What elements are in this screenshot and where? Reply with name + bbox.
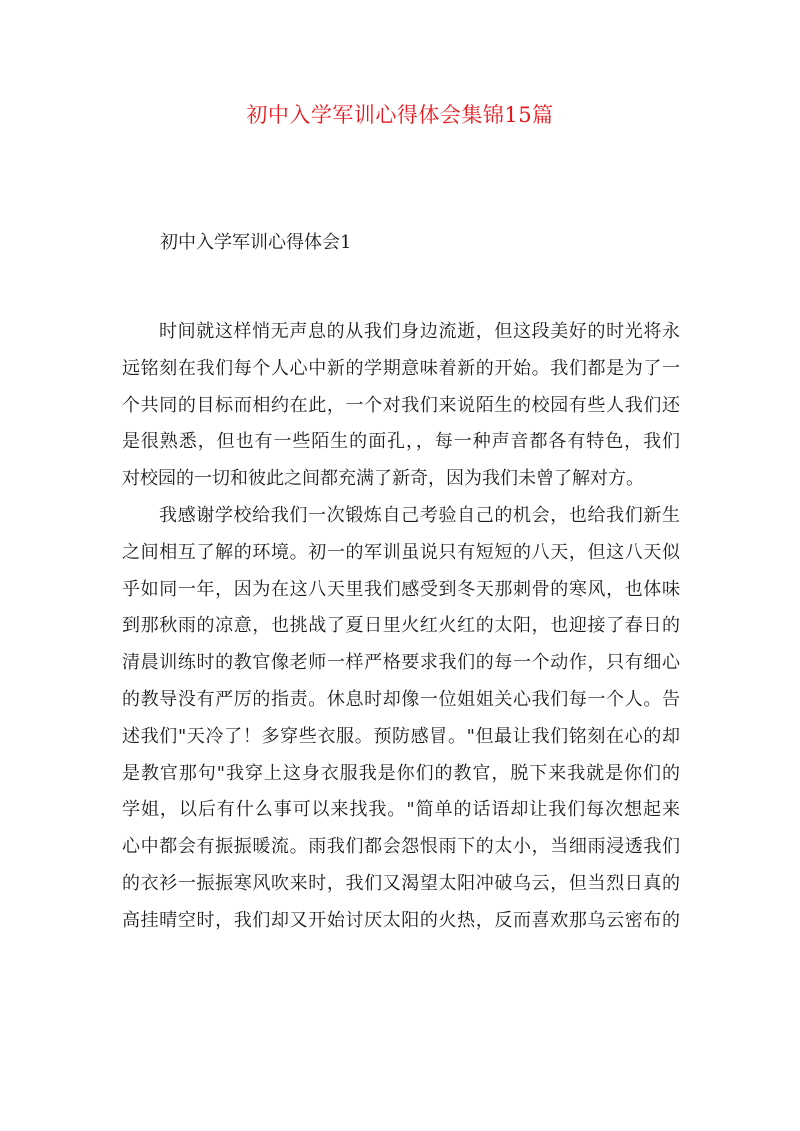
paragraph-2 [122,498,680,940]
text-line: 清晨训练时的教官像老师一样严格要求我们的每一个动作，只有细心 [122,652,680,674]
section-heading: 初中入学军训心得体会1 [160,232,352,253]
text-line: 乎如同一年，因为在这八天里我们感受到冬天那刺骨的寒风，也体味 [122,578,680,600]
text-line: 个共同的目标而相约在此，一个对我们来说陌生的校园有些人我们还 [122,394,680,416]
text-line: 的衣衫一振振寒风吹来时，我们又渴望太阳冲破乌云，但当烈日真的 [122,872,680,894]
document-body [122,314,680,940]
text-line: 述我们"天冷了！多穿些衣服。预防感冒。"但最让我们铭刻在心的却 [122,725,680,747]
text-line: 之间相互了解的环境。初一的军训虽说只有短短的八天，但这八天似 [122,541,680,563]
text-line: 的教导没有严厉的指责。休息时却像一位姐姐关心我们每一个人。告 [122,688,680,710]
text-line: 到那秋雨的凉意，也挑战了夏日里火红火红的太阳，也迎接了春日的 [122,615,680,637]
text-line: 我感谢学校给我们一次锻炼自己考验自己的机会，也给我们新生 [159,504,680,526]
text-line: 是教官那句"我穿上这身衣服我是你们的教官，脱下来我就是你们的 [122,762,680,784]
document-title: 初中入学军训心得体会集锦15篇 [246,103,554,127]
paragraph-1 [122,314,680,498]
text-line: 时间就这样悄无声息的从我们身边流逝，但这段美好的时光将永 [159,321,680,342]
text-line: 远铭刻在我们每个人心中新的学期意味着新的开始。我们都是为了一 [122,357,680,379]
text-line: 高挂晴空时，我们却又开始讨厌太阳的火热，反而喜欢那乌云密布的 [122,909,680,931]
text-line: 心中都会有振振暖流。雨我们都会怨恨雨下的太小，当细雨浸透我们 [122,836,680,858]
text-line: 对校园的一切和彼此之间都充满了新奇，因为我们未曾了解对方。 [122,468,644,490]
text-line: 是很熟悉，但也有一些陌生的面孔，，每一种声音都各有特色，我们 [122,431,680,453]
text-line: 学姐，以后有什么事可以来找我。"简单的话语却让我们每次想起来 [122,799,680,821]
